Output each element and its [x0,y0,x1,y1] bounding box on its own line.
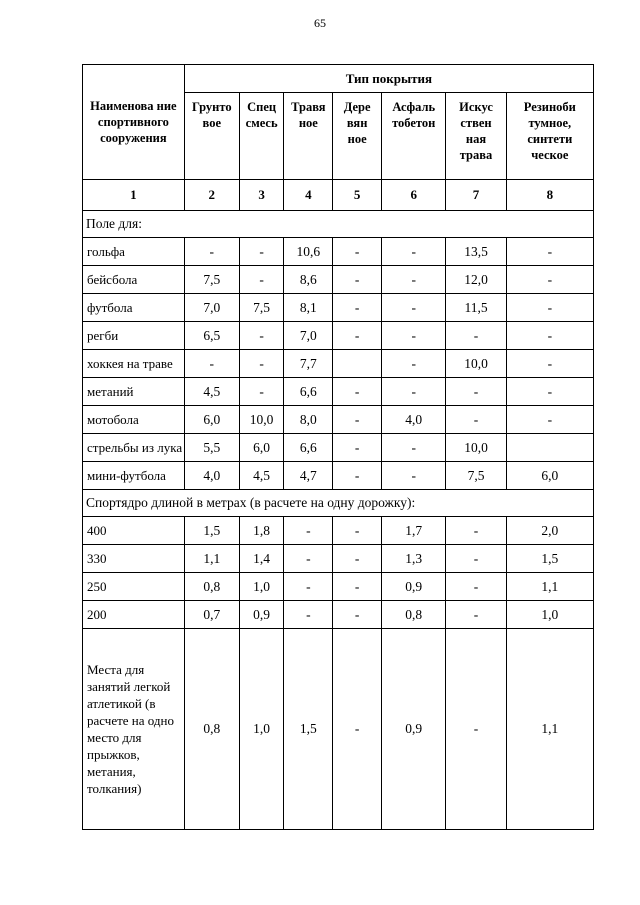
header-col-5: Дере вян ное [333,93,382,180]
value-cell: 13,5 [446,238,506,266]
table-row [83,601,594,629]
row-name-cell: мотобола [83,406,185,434]
value-cell: - [446,573,506,601]
row-name-cell: хоккея на траве [83,350,185,378]
value-cell: - [239,378,284,406]
value-cell: 1,5 [184,517,239,545]
value-cell: 11,5 [446,294,506,322]
value-cell: - [506,294,593,322]
value-cell: 0,8 [184,573,239,601]
table-row [83,238,594,266]
value-cell: 4,7 [284,462,333,490]
row-name-cell: гольфа [83,238,185,266]
value-cell: - [333,462,382,490]
value-cell: 12,0 [446,266,506,294]
value-cell: 1,4 [239,545,284,573]
value-cell: - [184,350,239,378]
value-cell [333,350,382,378]
section-title: Спортядро длиной в метрах (в расчете на одну дорожку): [83,490,594,517]
value-cell: - [284,517,333,545]
value-cell: 0,9 [239,601,284,629]
value-cell: 1,3 [382,545,446,573]
value-cell: - [333,294,382,322]
value-cell: 6,5 [184,322,239,350]
value-cell: - [284,573,333,601]
row-name-cell: Места для занятий легкой атлетикой (в расчете на одно место для прыжков, метания, толкания) [83,629,185,830]
table-row [83,629,594,830]
value-cell: 1,0 [506,601,593,629]
table-row [83,378,594,406]
col-number: 5 [333,180,382,211]
header-col-8: Резиноби тумное, синтети ческое [506,93,593,180]
value-cell: 4,0 [184,462,239,490]
header-name-column: Наименова ние спортивного сооружения [83,65,185,180]
row-name-cell: метаний [83,378,185,406]
row-name-cell: бейсбола [83,266,185,294]
row-name-cell: стрельбы из лука [83,434,185,462]
value-cell: - [382,350,446,378]
value-cell: 8,6 [284,266,333,294]
section-row-track [83,490,594,517]
col-number: 8 [506,180,593,211]
value-cell: 1,8 [239,517,284,545]
value-cell: - [506,322,593,350]
value-cell: - [446,601,506,629]
value-cell: 0,8 [184,629,239,830]
value-cell: - [382,294,446,322]
value-cell: 1,1 [184,545,239,573]
value-cell: - [382,266,446,294]
value-cell: - [333,434,382,462]
value-cell: - [382,322,446,350]
value-cell: - [506,378,593,406]
table-row [83,294,594,322]
track-rows [83,517,594,830]
value-cell: - [333,573,382,601]
value-cell [506,434,593,462]
value-cell: 6,0 [239,434,284,462]
row-name-cell: 200 [83,601,185,629]
value-cell: - [333,378,382,406]
col-number: 2 [184,180,239,211]
value-cell: - [446,406,506,434]
page-number: 65 [314,16,326,30]
fields-rows [83,238,594,490]
value-cell: - [446,322,506,350]
value-cell: 7,5 [239,294,284,322]
value-cell: 5,5 [184,434,239,462]
value-cell: - [382,434,446,462]
row-name-cell: мини-футбола [83,462,185,490]
value-cell: - [239,322,284,350]
table-row [83,322,594,350]
value-cell: 10,0 [239,406,284,434]
row-name-cell: футбола [83,294,185,322]
col-number: 6 [382,180,446,211]
coverage-table [82,64,594,830]
header-col-7: Искус ствен ная трава [446,93,506,180]
col-number: 1 [83,180,185,211]
value-cell: 6,6 [284,378,333,406]
row-name-cell: регби [83,322,185,350]
value-cell: - [333,517,382,545]
value-cell: 4,5 [239,462,284,490]
value-cell: 1,0 [239,629,284,830]
value-cell: - [284,545,333,573]
col-number: 3 [239,180,284,211]
table-row [83,517,594,545]
value-cell: - [333,406,382,434]
value-cell: 0,9 [382,573,446,601]
value-cell: 0,9 [382,629,446,830]
value-cell: 7,5 [184,266,239,294]
col-number: 4 [284,180,333,211]
table-row [83,350,594,378]
value-cell: 7,0 [184,294,239,322]
value-cell: - [333,629,382,830]
value-cell: 7,7 [284,350,333,378]
value-cell: - [382,238,446,266]
value-cell: 0,8 [382,601,446,629]
value-cell: - [506,266,593,294]
value-cell: 0,7 [184,601,239,629]
value-cell: - [506,350,593,378]
value-cell: 4,0 [382,406,446,434]
value-cell: 1,0 [239,573,284,601]
value-cell: - [333,322,382,350]
value-cell: - [446,517,506,545]
value-cell: 6,0 [184,406,239,434]
value-cell: 7,5 [446,462,506,490]
col-number: 7 [446,180,506,211]
header-col-3: Спец смесь [239,93,284,180]
value-cell: 8,1 [284,294,333,322]
value-cell: 7,0 [284,322,333,350]
row-name-cell: 400 [83,517,185,545]
value-cell: - [333,545,382,573]
value-cell: - [506,406,593,434]
value-cell: 10,0 [446,350,506,378]
value-cell: 6,0 [506,462,593,490]
value-cell: - [506,238,593,266]
value-cell: - [446,545,506,573]
value-cell: 1,5 [284,629,333,830]
header-col-6: Асфаль тобетон [382,93,446,180]
table-row [83,266,594,294]
column-numbers-row [83,180,594,211]
table-row [83,462,594,490]
section-row-fields [83,211,594,238]
table-row [83,573,594,601]
value-cell: 1,5 [506,545,593,573]
section-title: Поле для: [83,211,594,238]
value-cell: - [239,266,284,294]
value-cell: 2,0 [506,517,593,545]
table-row [83,434,594,462]
value-cell: - [239,238,284,266]
value-cell: - [446,378,506,406]
value-cell: 1,7 [382,517,446,545]
header-col-2: Грунто вое [184,93,239,180]
value-cell: - [333,266,382,294]
value-cell: - [184,238,239,266]
value-cell: - [239,350,284,378]
value-cell: - [382,462,446,490]
value-cell: 1,1 [506,629,593,830]
row-name-cell: 250 [83,573,185,601]
header-coverage-type: Тип покрытия [184,65,593,93]
value-cell: 10,6 [284,238,333,266]
value-cell: - [333,601,382,629]
header-col-4: Травя ное [284,93,333,180]
value-cell: 10,0 [446,434,506,462]
value-cell: 1,1 [506,573,593,601]
value-cell: - [446,629,506,830]
row-name-cell: 330 [83,545,185,573]
value-cell: 8,0 [284,406,333,434]
table-row [83,545,594,573]
value-cell: - [284,601,333,629]
value-cell: - [333,238,382,266]
value-cell: - [382,378,446,406]
table-row [83,406,594,434]
value-cell: 6,6 [284,434,333,462]
value-cell: 4,5 [184,378,239,406]
